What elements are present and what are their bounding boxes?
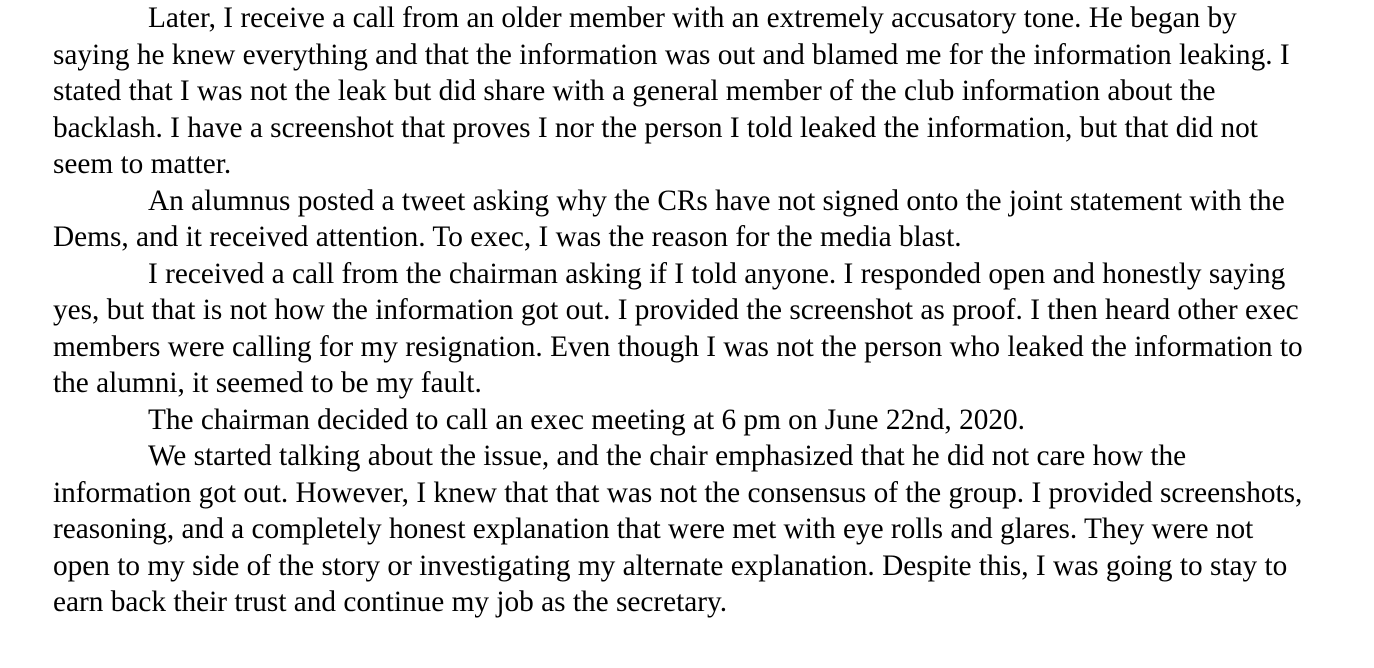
- paragraph-accusatory-call: Later, I receive a call from an older member with an extremely accusatory tone. He began by saying he knew everything and that the information was out and blamed me for the information leaking. I stated that I was not the leak but did share with a general member of the club information about the backlash. I have a screenshot that proves I nor the person I told leaked the information, but that did not seem to matter.: [53, 2, 1290, 180]
- paragraph-exec-meeting: The chairman decided to call an exec meeting at 6 pm on June 22nd, 2020.: [148, 403, 1025, 436]
- document-page: [53, 0, 1303, 621]
- paragraph-alumnus-tweet: An alumnus posted a tweet asking why the CRs have not signed onto the joint statement with the Dems, and it received attention. To exec, I was the reason for the media blast.: [53, 184, 1285, 253]
- paragraph-chairman-call: I received a call from the chairman asking if I told anyone. I responded open and honestly saying yes, but that is not how the information got out. I provided the screenshot as proof. I then heard other exec members were calling for my resignation. Even though I was not the person who leaked the information to the alumni, it seemed to be my fault.: [53, 257, 1303, 399]
- paragraph-meeting-discussion: We started talking about the issue, and the chair emphasized that he did not care how the information got out. However, I knew that that was not the consensus of the group. I provided screenshots, reasoning, and a completely honest explanation that were met with eye rolls and glares. They were not open to my side of the story or investigating my alternate explanation. Despite this, I was going to stay to earn back their trust and continue my job as the secretary.: [53, 440, 1303, 618]
